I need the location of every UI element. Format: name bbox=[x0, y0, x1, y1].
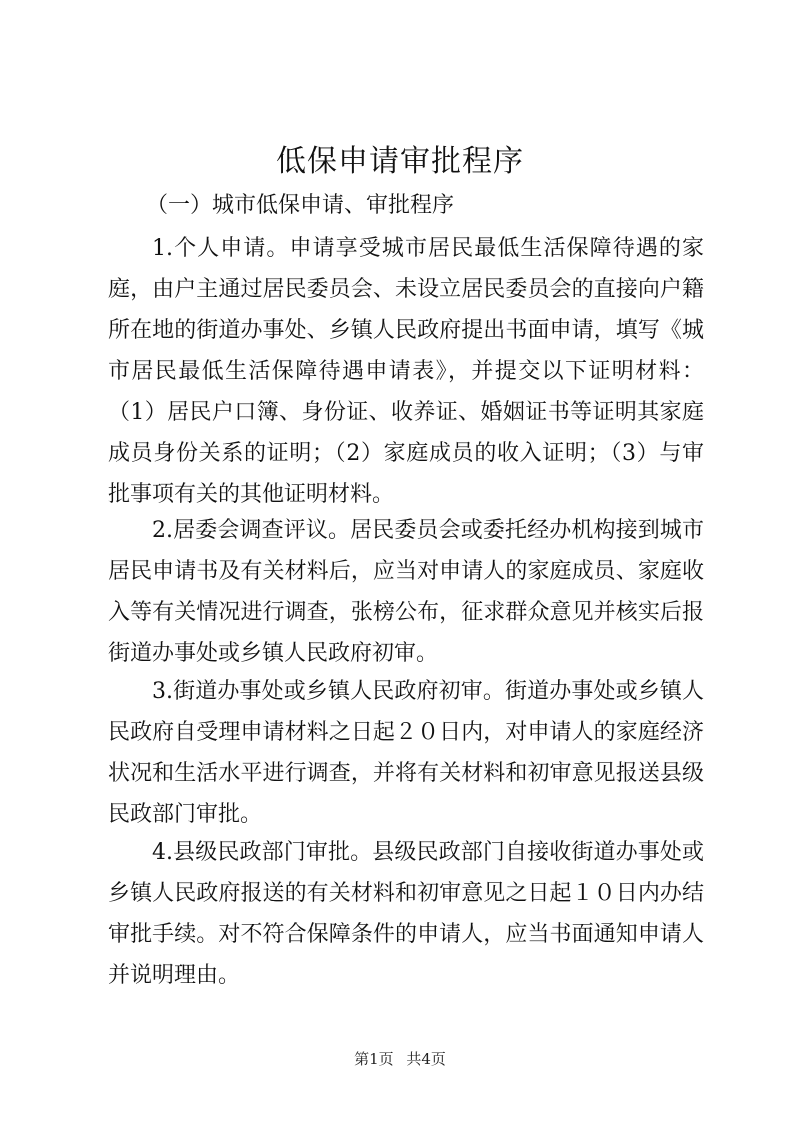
document-title: 低保申请审批程序 bbox=[276, 144, 524, 179]
paragraph-personal-application: 1.个人申请。申请享受城市居民最低生活保障待遇的家庭，由户主通过居民委员会、未设立居民委员会的直接向户籍所在地的街道办事处、乡镇人民政府提出书面申请，填写《城市居民最低生活保障待遇申请表》，并提交以下证明材料：（1）居民户口簿、身份证、收养证、婚姻证书等证明其家庭成员身份关系的证明；（2）家庭成员的收入证明；（3）与审批事项有关的其他证明材料。 bbox=[108, 236, 704, 507]
page-total: 共4页 bbox=[406, 1050, 446, 1068]
page-footer bbox=[0, 1048, 800, 1070]
paragraph-committee-review: 2.居委会调查评议。居民委员会或委托经办机构接到城市居民申请书及有关材料后，应当对申请人的家庭成员、家庭收入等有关情况进行调查，张榜公布，征求群众意见并核实后报街道办事处或乡镇人民政府初审。 bbox=[108, 518, 704, 666]
section-heading: （一）城市低保申请、审批程序 bbox=[146, 193, 455, 218]
paragraph-preliminary-review: 3.街道办事处或乡镇人民政府初审。街道办事处或乡镇人民政府自受理申请材料之日起２０日内，对申请人的家庭经济状况和生活水平进行调查，并将有关材料和初审意见报送县级民政部门审批。 bbox=[108, 679, 704, 827]
paragraph-county-approval: 4.县级民政部门审批。县级民政部门自接收街道办事处或乡镇人民政府报送的有关材料和初审意见之日起１０日内办结审批手续。对不符合保障条件的申请人，应当书面通知申请人并说明理由。 bbox=[108, 840, 704, 988]
page-number: 第1页 bbox=[354, 1050, 394, 1068]
